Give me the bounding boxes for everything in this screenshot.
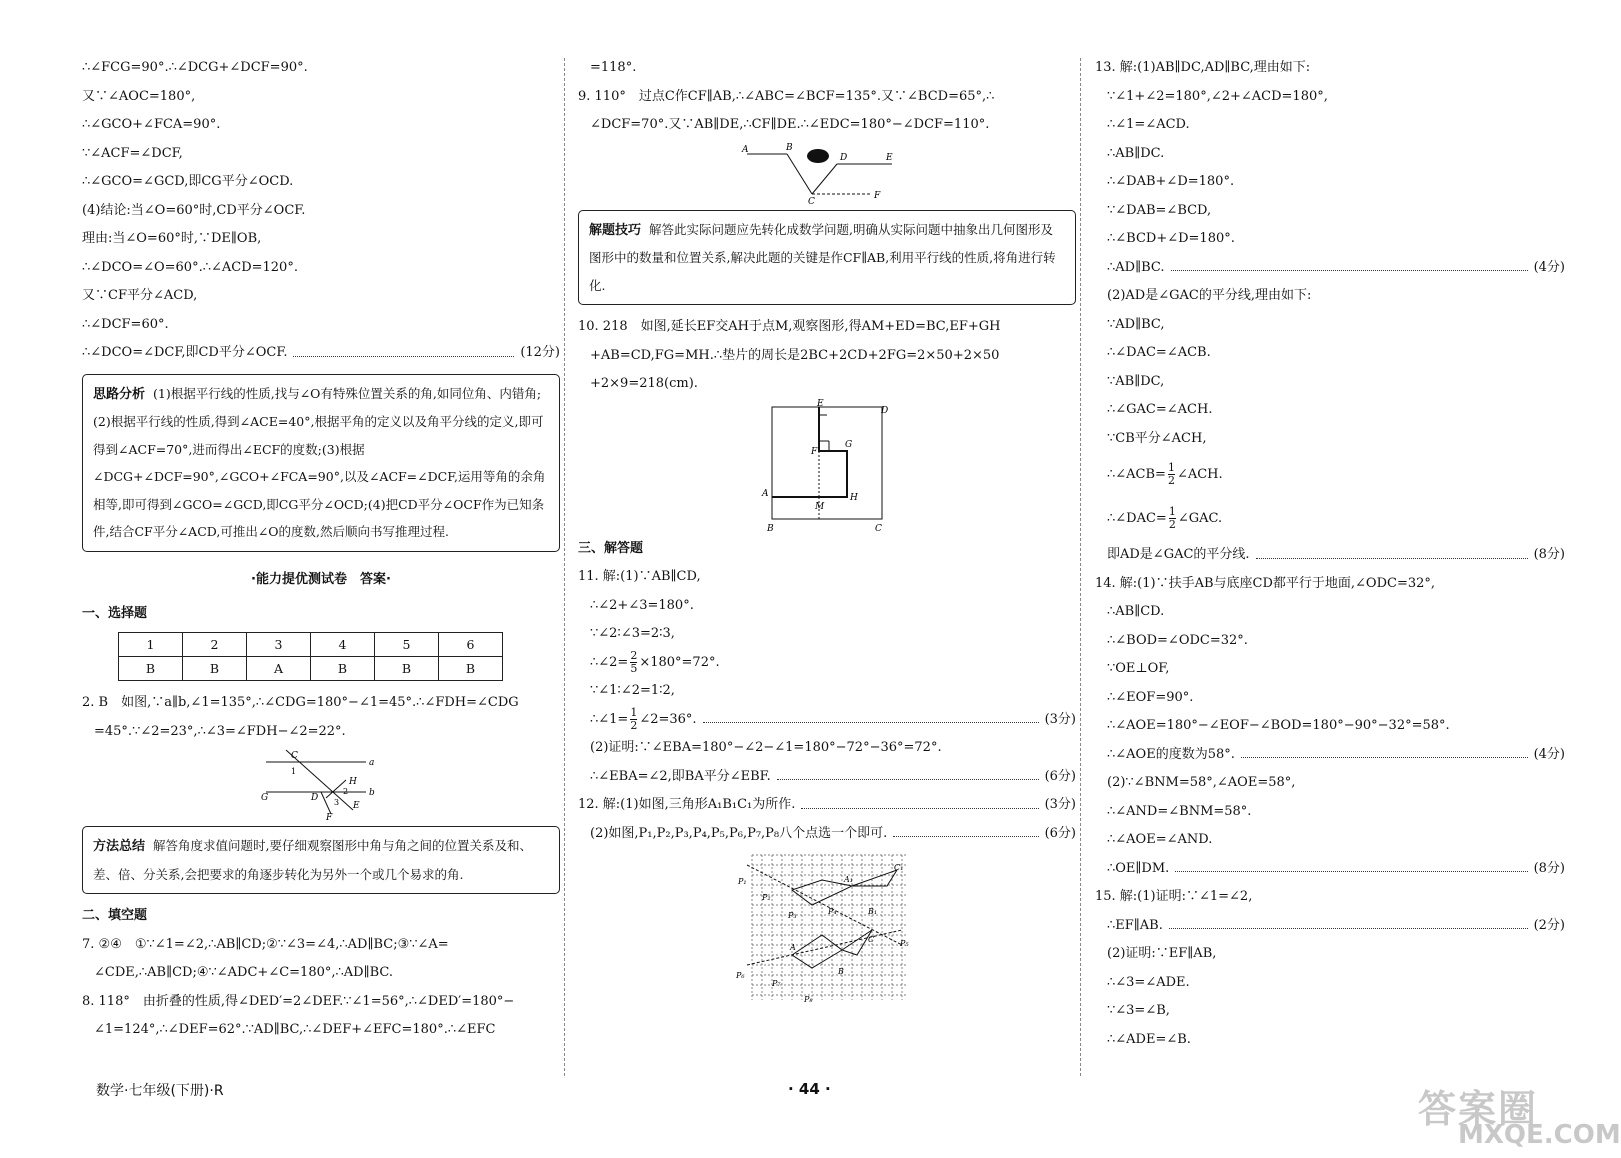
text-line: ∴∠DCO=∠O=60°.∴∠ACD=120°. xyxy=(82,259,298,275)
section-choice: 一、选择题 xyxy=(82,605,148,621)
score-line: ∴AD∥BC. (4分) xyxy=(1107,259,1565,275)
fig9-label: A xyxy=(742,144,749,155)
text-line: +AB=CD,FG=MH.∴垫片的周长是2BC+2CD+2FG=2×50+2×50 xyxy=(590,347,1000,363)
text-line: ∴∠ACB= $\frac{1}{2}$ ∠ACH. xyxy=(1107,461,1223,487)
text-line: ∵∠1∶∠2=1∶2, xyxy=(590,683,675,698)
text-line: ∴∠GCO+∠FCA=90°. xyxy=(82,117,221,132)
fig12-label: P₅ xyxy=(900,939,909,948)
text-line: ∵∠1+∠2=180°,∠2+∠ACD=180°, xyxy=(1107,88,1328,104)
text-line: =45°.∵∠2=23°,∴∠3=∠FDH−∠2=22°. xyxy=(94,723,346,739)
fig9-label: F xyxy=(874,190,881,201)
fig12-label: A₁ xyxy=(844,875,853,884)
fig2-label: G xyxy=(261,793,269,803)
text-line: ∴∠DCF=60°. xyxy=(82,316,169,332)
text-line: ∴∠BOD=∠ODC=32°. xyxy=(1107,632,1248,648)
text-line: (2)∵∠BNM=58°,∠AOE=58°, xyxy=(1107,775,1296,790)
section-solve: 三、解答题 xyxy=(578,540,644,556)
watermark: 答案圈 MXQE.COM xyxy=(1418,1087,1621,1150)
text-line: 又∵∠AOC=180°, xyxy=(82,88,196,104)
table-cell: B xyxy=(119,657,183,681)
text-line: 11. 解:(1)∵AB∥CD, xyxy=(578,569,701,584)
figure-q12-grid xyxy=(732,850,922,1006)
score-line: ∴OE∥DM. (8分) xyxy=(1107,860,1565,876)
score-line: ∴EF∥AB. (2分) xyxy=(1107,917,1565,933)
text-line: 9. 110° 过点C作CF∥AB,∴∠ABC=∠BCF=135°.又∵∠BCD=65°,∴ xyxy=(578,88,995,104)
text-line: ∴∠DAC=∠ACB. xyxy=(1107,345,1211,360)
fig2-label: 1 xyxy=(291,767,297,776)
text-line: ∵∠2∶∠3=2∶3, xyxy=(590,626,675,641)
text-line: =118°. xyxy=(590,60,637,75)
table-header-cell: 6 xyxy=(439,633,503,657)
fig12-label: P₇ xyxy=(772,979,781,988)
page-number: · 44 · xyxy=(788,1080,831,1098)
text-line: ∴∠3=∠ADE. xyxy=(1107,974,1190,990)
text-line: ∴∠2+∠3=180°. xyxy=(590,597,694,613)
fig10-label: B xyxy=(767,523,774,534)
text-line: ∵CB平分∠ACH, xyxy=(1107,430,1207,446)
table-header-cell: 3 xyxy=(247,633,311,657)
text-line: (2)证明:∵∠EBA=180°−∠2−∠1=180°−72°−36°=72°. xyxy=(590,740,942,755)
text-line: +2×9=218(cm). xyxy=(590,376,698,391)
text-line: ∴AB∥CD. xyxy=(1107,604,1165,619)
text-line: 7. ②④ ①∵∠1=∠2,∴AB∥CD;②∵∠3=∠4,∴AD∥BC;③∵∠A= xyxy=(82,936,449,952)
fig2-label: a xyxy=(369,758,375,768)
fig12-label: B₁ xyxy=(868,907,878,916)
table-cell: B xyxy=(311,657,375,681)
fig12-label: P₈ xyxy=(804,995,813,1004)
text-line: 14. 解:(1)∵扶手AB与底座CD都平行于地面,∠ODC=32°, xyxy=(1095,575,1436,591)
score-line: ∴∠AOE的度数为58°. (4分) xyxy=(1107,746,1565,762)
text-line: ∵∠DAB=∠BCD, xyxy=(1107,202,1212,218)
footer-book-title: 数学·七年级(下册)·R xyxy=(96,1083,224,1099)
fig10-label: D xyxy=(881,405,889,416)
text-line: ∴∠DAB+∠D=180°. xyxy=(1107,174,1235,189)
text-line: 又∵CF平分∠ACD, xyxy=(82,288,198,303)
fig2-label: E xyxy=(353,801,360,811)
text-line: ∵AB∥DC, xyxy=(1107,373,1165,389)
text-line: ∴∠EOF=90°. xyxy=(1107,689,1194,705)
table-header-cell: 2 xyxy=(183,633,247,657)
fig10-label: G xyxy=(845,439,853,450)
text-line: ∠CDE,∴AB∥CD;④∵∠ADC+∠C=180°,∴AD∥BC. xyxy=(94,965,393,980)
table-cell: B xyxy=(439,657,503,681)
text-line: ∵OE⊥OF, xyxy=(1107,661,1170,676)
analysis-box: 思路分析 (1)根据平行线的性质,找与∠O有特殊位置关系的角,如同位角、内错角;(2)根据平行线的性质,得到∠ACE=40°,根据平角的定义以及角平分线的定义,即可得到∠ACF=70°,进而得出∠ECF的度数;(3)根据∠DCG+∠DCF=90°,∠GCO+∠FCA=90°,以及∠ACF=∠DCF,运用等角的余角相等,即可得到∠GCO=∠GCD,即CG平分∠OCD;(4)把CD平分∠OCF作为已知条件,结合CF平分∠ACD,可推出∠O的度数,然后顺向书写推理过程. xyxy=(82,374,560,552)
score-line: ∴∠EBA=∠2,即BA平分∠EBF. (6分) xyxy=(590,768,1076,784)
text-line: 理由:当∠O=60°时,∵DE∥OB, xyxy=(82,231,262,246)
fig10-label: F xyxy=(811,446,818,457)
fig9-label: B xyxy=(786,142,793,153)
score-line: 12. 解:(1)如图,三角形A₁B₁C₁为所作. (3分) xyxy=(578,797,1076,812)
score-line: 即AD是∠GAC的平分线. (8分) xyxy=(1107,547,1565,562)
score-line: (2)如图,P₁,P₂,P₃,P₄,P₅,P₆,P₇,P₈八个点选一个即可. (6分) xyxy=(590,825,1076,841)
text-line: ∴∠GCO=∠GCD,即CG平分∠OCD. xyxy=(82,174,294,189)
fig10-label: E xyxy=(817,398,824,409)
text-line: ∵∠ACF=∠DCF, xyxy=(82,145,183,161)
tip-box: 解题技巧 解答此实际问题应先转化成数学问题,明确从实际问题中抽象出几何图形及图形中的数量和位置关系,解决此题的关键是作CF∥AB,利用平行线的性质,将角进行转化. xyxy=(578,210,1076,306)
test-title: ·能力提优测试卷 答案· xyxy=(251,571,391,587)
table-cell: A xyxy=(247,657,311,681)
text-line: ∵∠3=∠B, xyxy=(1107,1003,1170,1018)
table-cell: B xyxy=(375,657,439,681)
text-line: (2)AD是∠GAC的平分线,理由如下: xyxy=(1107,288,1312,303)
text-line: ∴∠BCD+∠D=180°. xyxy=(1107,231,1235,246)
text-line: ∴∠ADE=∠B. xyxy=(1107,1031,1191,1047)
left-column xyxy=(82,54,560,1045)
fig2-label: H xyxy=(349,777,357,787)
text-line: 10. 218 如图,延长EF交AH于点M,观察图形,得AM+ED=BC,EF+GH xyxy=(578,319,1001,334)
text-line: ∴∠GAC=∠ACH. xyxy=(1107,402,1213,417)
table-cell: B xyxy=(183,657,247,681)
fig9-label: D xyxy=(840,152,848,163)
fig10-label: A xyxy=(762,488,769,499)
divider xyxy=(1080,58,1081,1076)
text-line: ∴∠FCG=90°.∴∠DCG+∠DCF=90°. xyxy=(82,60,308,75)
fig9-label: E xyxy=(886,152,893,163)
fig12-label: P₆ xyxy=(736,971,745,980)
fig12-label: P₂ xyxy=(762,893,771,902)
fig2-label: D xyxy=(311,793,319,803)
text-line: ∵AD∥BC, xyxy=(1107,316,1165,332)
text-line: ∠1=124°,∴∠DEF=62°.∵AD∥BC,∴∠DEF+∠EFC=180°.∴∠EFC xyxy=(94,1022,496,1037)
fig10-label: C xyxy=(875,523,882,534)
text-line: ∴∠2= $\frac{2}{5}$ ×180°=72°. xyxy=(590,648,720,675)
text-line: 13. 解:(1)AB∥DC,AD∥BC,理由如下: xyxy=(1095,60,1311,75)
fig12-label: C₁ xyxy=(894,863,904,872)
fig12-label: P₁ xyxy=(738,877,747,886)
text-line: 2. B 如图,∵a∥b,∠1=135°,∴∠CDG=180°−∠1=45°.∴∠FDH=∠CDG xyxy=(82,695,519,710)
section-fill: 二、填空题 xyxy=(82,908,148,923)
table-header-cell: 5 xyxy=(375,633,439,657)
text-line: ∴∠AND=∠BNM=58°. xyxy=(1107,803,1252,819)
table-header-cell: 1 xyxy=(119,633,183,657)
fig10-label: H xyxy=(850,492,858,503)
divider xyxy=(564,58,565,1076)
fig12-label: P₄ xyxy=(828,907,837,916)
fig9-label: C xyxy=(808,196,815,207)
figure-q9 xyxy=(742,142,912,207)
text-line: 8. 118° 由折叠的性质,得∠DED′=2∠DEF.∵∠1=56°,∴∠DED′=180°− xyxy=(82,993,515,1009)
text-line: ∴∠1=∠ACD. xyxy=(1107,117,1190,132)
figure-q2 xyxy=(261,748,381,823)
fig2-label: F xyxy=(326,813,333,823)
fig2-label: 3 xyxy=(334,798,340,807)
text-line: ∴AB∥DC. xyxy=(1107,145,1165,161)
fig12-label: P₃ xyxy=(788,911,797,920)
fig12-label: A xyxy=(790,943,796,952)
text-line: (4)结论:当∠O=60°时,CD平分∠OCF. xyxy=(82,202,306,218)
text-line: ∴∠DAC= $\frac{1}{2}$ ∠GAC. xyxy=(1107,505,1223,531)
fig2-label: 2 xyxy=(343,787,349,796)
score-line: ∴∠1= $\frac{1}{2}$ ∠2=36°. (3分) xyxy=(590,706,1076,733)
fig12-label: B xyxy=(838,967,844,976)
fig2-label: b xyxy=(369,788,375,798)
fig2-label: C xyxy=(291,751,298,761)
method-box: 方法总结 解答角度求值问题时,要仔细观察图形中角与角之间的位置关系及和、差、倍、分关系,会把要求的角逐步转化为另外一个或几个易求的角. xyxy=(82,826,560,894)
middle-column xyxy=(578,54,1076,1008)
figure-q10 xyxy=(757,398,897,534)
answer-table xyxy=(118,632,503,681)
table-header-cell: 4 xyxy=(311,633,375,657)
text-line: 15. 解:(1)证明:∵∠1=∠2, xyxy=(1095,889,1253,904)
fig12-label: C xyxy=(868,935,875,944)
right-column xyxy=(1095,54,1565,1054)
fig10-label: M xyxy=(815,501,825,512)
text-line: ∴∠AOE=180°−∠EOF−∠BOD=180°−90°−32°=58°. xyxy=(1107,718,1450,733)
score-line: ∴∠DCO=∠DCF,即CD平分∠OCF. (12分) xyxy=(82,345,560,360)
text-line: ∠DCF=70°.又∵AB∥DE,∴CF∥DE.∴∠EDC=180°−∠DCF=110°. xyxy=(590,117,990,132)
text-line: (2)证明:∵EF∥AB, xyxy=(1107,946,1217,961)
text-line: ∴∠AOE=∠AND. xyxy=(1107,832,1213,847)
